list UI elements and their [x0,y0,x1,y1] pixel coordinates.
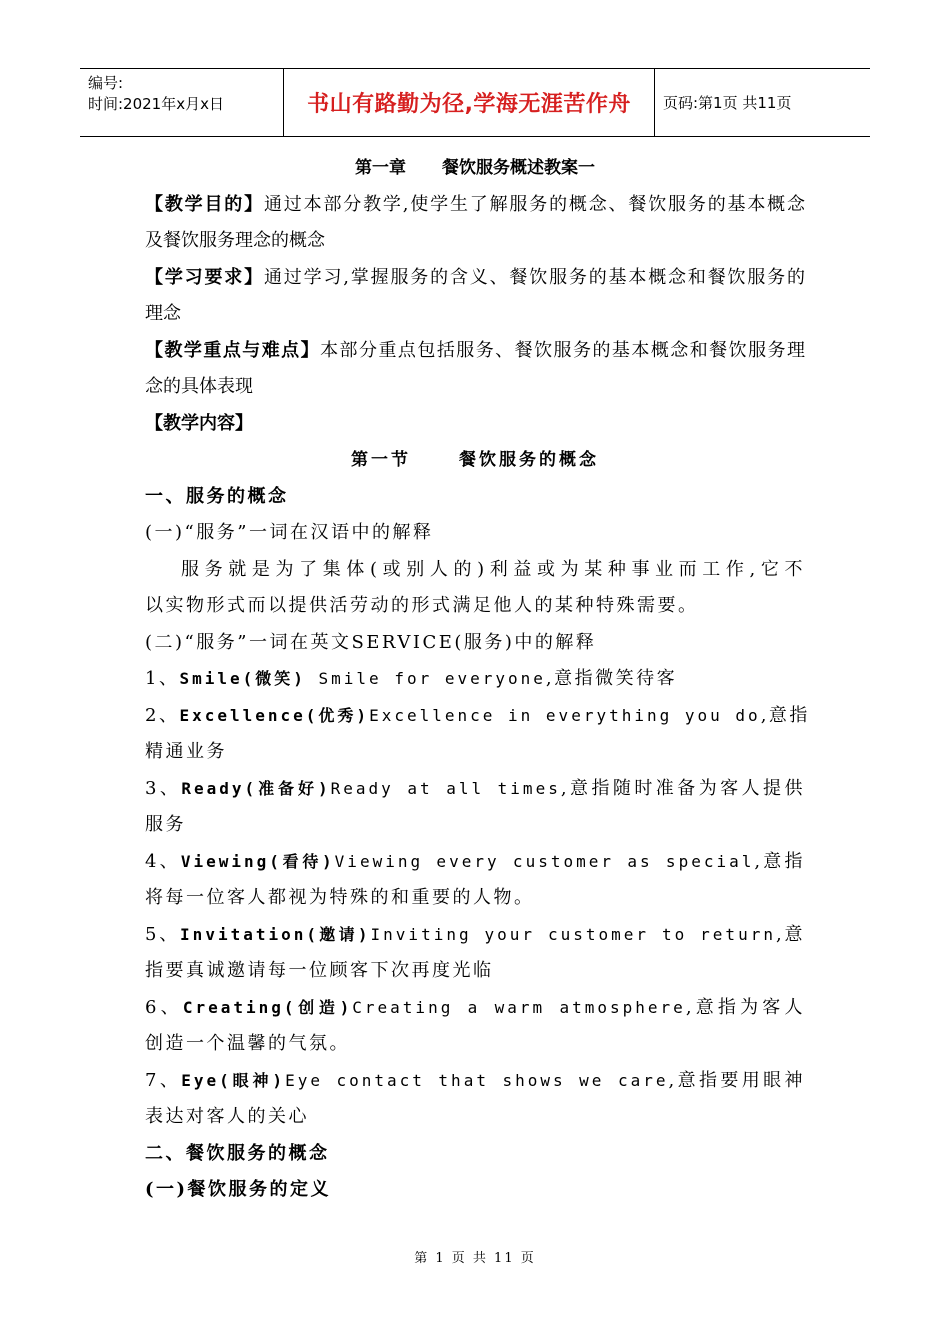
requirement-line-1: 【学习要求】通过学习,掌握服务的含义、餐饮服务的基本概念和餐饮服务的 [145,266,805,288]
subheading-2: (二)“服务”一词在英文SERVICE(服务)中的解释 [145,631,597,653]
item-key: Eye(眼神) [181,1070,286,1090]
item-number: 7、 [145,1069,182,1091]
item-meaning: ,意指随时准备为客人提供 [560,777,806,799]
chapter-title: 第一章 餐饮服务概述教案一 [355,158,595,178]
item-english: Inviting your customer to return [370,924,776,944]
list-item [145,771,805,808]
item-number: 4、 [145,850,181,872]
item-meaning: ,意 [775,923,805,945]
item-meaning: ,意指 [760,704,810,726]
item-number: 2、 [145,704,180,726]
date-label: 时间:2021年x月x日 [88,95,224,113]
focus-label: 【教学重点与难点】 [145,339,321,361]
list-item [145,990,805,1027]
list-item [145,661,805,698]
list-item-continuation: 指要真诚邀请每一位顾客下次再度光临 [145,960,494,981]
objective-label: 【教学目的】 [145,193,264,215]
page-info: 页码:第1页 共11页 [663,94,792,112]
list-item-continuation: 表达对客人的关心 [145,1106,309,1127]
item-english: Creating a warm atmosphere [352,997,686,1017]
number-label: 编号: [88,74,124,92]
content-label: 【教学内容】 [145,412,253,434]
requirement-label: 【学习要求】 [145,266,264,288]
page-header [80,68,870,137]
objective-line-1: 【教学目的】通过本部分教学,使学生了解服务的概念、餐饮服务的基本概念 [145,193,805,215]
page-footer: 第 1 页 共 11 页 [414,1251,536,1266]
item-meaning: ,意指要用眼神 [668,1069,806,1091]
item-number: 3、 [145,777,182,799]
item-number: 6、 [145,996,183,1018]
list-item [145,917,805,954]
item-meaning: ,意指为客人 [685,996,806,1018]
item-key: Smile(微笑) [179,669,306,688]
item-english: Excellence in everything you do [369,705,761,725]
item-english: Smile for everyone [305,669,546,688]
paragraph-1-line-2: 以实物形式而以提供活劳动的形式满足他人的某种特殊需要。 [145,595,699,616]
item-key: Viewing(看待) [180,851,335,871]
list-item-continuation: 创造一个温馨的气氛。 [145,1033,350,1054]
motto: 书山有路勤为径,学海无涯苦作舟 [283,69,655,136]
heading-1: 一、服务的概念 [145,485,289,507]
header-left-cell [80,69,283,136]
paragraph-1-line-1: 服务就是为了集体(或别人的)利益或为某种事业而工作,它不 [181,558,805,580]
subheading-3: (一)餐饮服务的定义 [145,1179,332,1200]
item-meaning: ,意指微笑待客 [545,668,678,689]
item-key: Invitation(邀请) [180,924,371,944]
item-key: Ready(准备好) [181,778,331,798]
list-item-continuation: 服务 [145,814,186,835]
list-item [145,844,805,881]
list-item-continuation: 精通业务 [145,741,227,762]
item-key: Creating(创造) [182,997,353,1017]
subheading-1: (一)“服务”一词在汉语中的解释 [145,522,434,543]
item-english: Viewing every customer as special [334,851,755,871]
requirement-line-2: 理念 [145,303,181,324]
item-meaning: ,意指 [754,850,805,872]
item-number: 1、 [145,668,180,689]
service-items-list [145,661,810,1136]
objective-line-2: 及餐饮服务理念的概念 [145,230,325,251]
list-item [145,698,810,735]
list-item [145,1063,805,1100]
section-title: 第一节 餐饮服务的概念 [351,450,599,470]
heading-2: 二、餐饮服务的概念 [145,1142,330,1164]
item-english: Ready at all times [330,778,561,798]
list-item-continuation: 将每一位客人都视为特殊的和重要的人物。 [145,887,535,908]
item-key: Excellence(优秀) [179,705,370,725]
document-body [145,150,810,1209]
focus-line-1: 【教学重点与难点】本部分重点包括服务、餐饮服务的基本概念和餐饮服务理 [145,339,806,361]
item-number: 5、 [145,923,181,945]
focus-line-2: 念的具体表现 [145,376,253,397]
item-english: Eye contact that shows we care [285,1070,669,1090]
